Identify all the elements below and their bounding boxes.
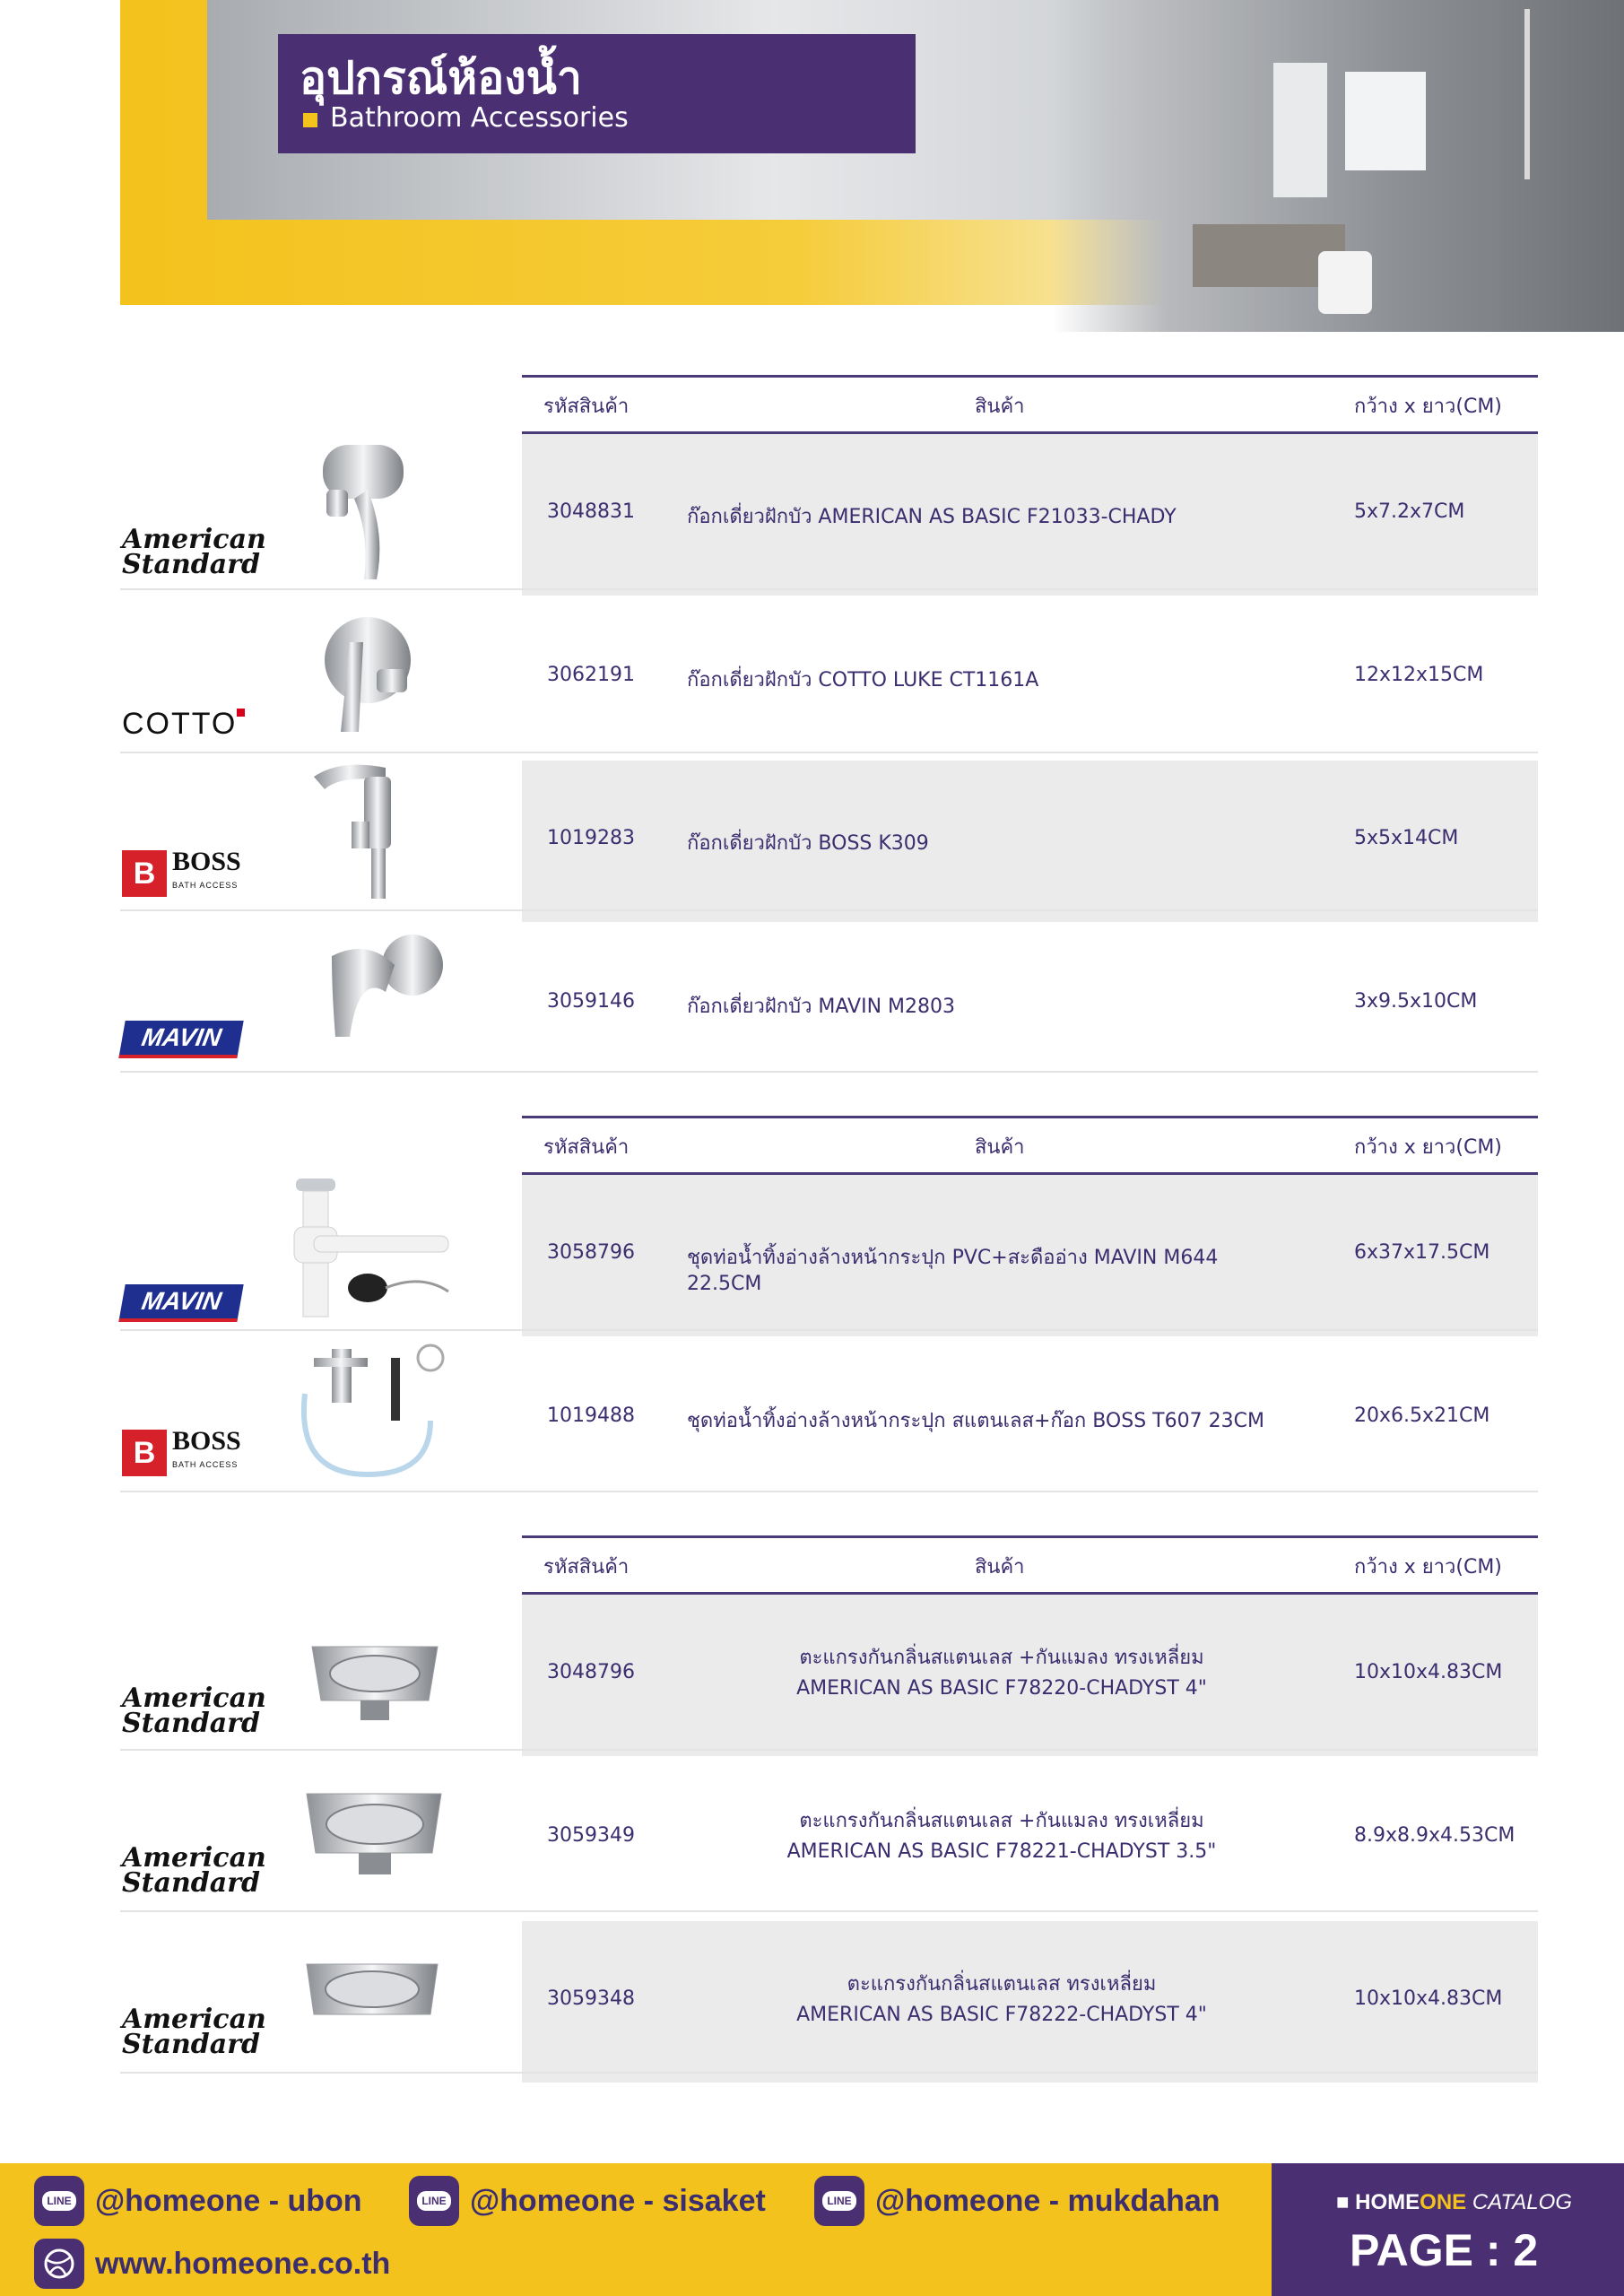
- product-code: 1019283: [547, 827, 635, 849]
- line-contact-ubon[interactable]: [34, 2176, 362, 2226]
- table-row: [522, 434, 1538, 596]
- photo-window-light: [1273, 63, 1327, 197]
- mavin-logo: [118, 1021, 243, 1058]
- cotto-dot-icon: [237, 709, 245, 717]
- product-name: ชุดท่อน้ำทิ้งอ่างล้างหน้ากระปุก PVC+สะดืออ่าง MAVIN M644 22.5CM: [687, 1247, 1219, 1295]
- brand-name: COTTO: [122, 707, 238, 741]
- boss-mark-icon: B: [122, 1430, 167, 1476]
- table-row: [522, 1921, 1538, 2083]
- shower-valve-image: [305, 436, 430, 588]
- product-name: [522, 1643, 1481, 1704]
- title-bullet-icon: [303, 113, 317, 127]
- section-title-box: [278, 34, 916, 153]
- line-icon-label: LINE: [822, 2191, 855, 2211]
- floor-drain-image: [300, 1955, 445, 2045]
- header-code: รหัสสินค้า: [543, 1136, 630, 1159]
- american-standard-logo: [122, 1842, 266, 1899]
- line-icon: [814, 2176, 864, 2226]
- header-code: รหัสสินค้า: [543, 1556, 630, 1578]
- american-standard-logo: [122, 524, 266, 580]
- cotto-logo: [122, 707, 245, 742]
- line-handle: @homeone - ubon: [95, 2183, 362, 2218]
- product-size: 5x5x14CM: [1354, 827, 1459, 849]
- table-row: [522, 1175, 1538, 1336]
- section-title-thai: อุปกรณ์ห้องน้ำ: [300, 52, 582, 104]
- header-size: กว้าง x ยาว(CM): [1354, 1136, 1502, 1159]
- product-code: 3062191: [547, 664, 635, 686]
- line-icon-label: LINE: [417, 2191, 450, 2211]
- boss-logo: [122, 1426, 241, 1476]
- brand-name: American Standard: [122, 1683, 266, 1739]
- product-name: [522, 1806, 1481, 1867]
- floor-drain-image: [303, 1638, 447, 1736]
- brand-name: American Standard: [122, 2004, 266, 2060]
- product-name: ก๊อกเดี่ยวฝักบัว MAVIN M2803: [687, 996, 956, 1018]
- shower-valve-image: [305, 759, 421, 902]
- basin-faucet-kit-image: [296, 1340, 448, 1483]
- product-name-line1: ตะแกรงกันกลิ่นสแตนเลส +กันแมลง ทรงเหลี่ยม: [799, 1647, 1204, 1669]
- row-divider: [120, 1491, 1538, 1492]
- product-name: ก๊อกเดี่ยวฝักบัว AMERICAN AS BASIC F21033-CHADY: [687, 506, 1177, 528]
- product-code: 3048796: [547, 1661, 635, 1683]
- photo-window: [1345, 72, 1426, 170]
- product-code: 1019488: [547, 1405, 635, 1427]
- header-size: กว้าง x ยาว(CM): [1354, 1556, 1502, 1578]
- row-divider: [120, 1071, 1538, 1073]
- line-handle: @homeone - sisaket: [470, 2183, 766, 2218]
- boss-wordmark: [172, 847, 241, 897]
- line-handle: @homeone - mukdahan: [875, 2183, 1220, 2218]
- line-contact-sisaket[interactable]: [409, 2176, 766, 2226]
- table-header: [522, 375, 1538, 434]
- brand-name: MAVIN: [139, 1023, 224, 1051]
- row-divider: [120, 588, 1538, 590]
- section-title-english: Bathroom Accessories: [330, 102, 629, 134]
- product-size: 5x7.2x7CM: [1354, 500, 1465, 523]
- header-product: สินค้า: [975, 1556, 1025, 1578]
- product-size: 20x6.5x21CM: [1354, 1405, 1490, 1427]
- brand-name: American Standard: [122, 1842, 266, 1899]
- product-name-line1: ตะแกรงกันกลิ่นสแตนเลส ทรงเหลี่ยม: [847, 1973, 1157, 1996]
- header-product: สินค้า: [975, 1136, 1025, 1159]
- website-link[interactable]: [34, 2239, 390, 2289]
- product-code: 3059349: [547, 1824, 635, 1847]
- row-divider: [120, 909, 1538, 911]
- line-icon-label: LINE: [42, 2191, 75, 2211]
- line-contact-mukdahan[interactable]: [814, 2176, 1220, 2226]
- row-divider: [120, 1329, 1538, 1331]
- product-name-line1: ตะแกรงกันกลิ่นสแตนเลส +กันแมลง ทรงเหลี่ยม: [799, 1810, 1204, 1832]
- product-size: 8.9x8.9x4.53CM: [1354, 1824, 1515, 1847]
- boss-mark-icon: B: [122, 850, 167, 897]
- product-code: 3048831: [547, 500, 635, 523]
- product-name: [522, 1970, 1481, 2031]
- row-divider: [120, 1910, 1538, 1912]
- product-name: ก๊อกเดี่ยวฝักบัว COTTO LUKE CT1161A: [687, 669, 1039, 691]
- brand-name: BOSS: [172, 1426, 241, 1456]
- floor-drain-image: [300, 1785, 450, 1892]
- boss-tagline: BATH ACCESS: [172, 881, 239, 890]
- product-size: 10x10x4.83CM: [1354, 1987, 1503, 2010]
- product-name-line2: AMERICAN AS BASIC F78221-CHADYST 3.5": [786, 1840, 1217, 1863]
- boss-logo: [122, 847, 241, 897]
- catalog-label: ■ HOMEONE CATALOG: [1336, 2190, 1572, 2214]
- product-name: ชุดท่อน้ำทิ้งอ่างล้างหน้ากระปุก สแตนเลส+ก๊อก BOSS T607 23CM: [687, 1410, 1264, 1432]
- line-icon: [34, 2176, 84, 2226]
- product-size: 3x9.5x10CM: [1354, 990, 1478, 1013]
- header-size: กว้าง x ยาว(CM): [1354, 396, 1502, 418]
- row-divider: [120, 1749, 1538, 1751]
- row-divider: [120, 2072, 1538, 2074]
- catalog-page-box: [1272, 2163, 1624, 2296]
- photo-shower-pole: [1524, 9, 1530, 179]
- table-header: [522, 1535, 1538, 1595]
- mavin-logo: [118, 1284, 243, 1322]
- globe-icon: [34, 2239, 84, 2289]
- table-header: [522, 1116, 1538, 1175]
- table-row: [522, 1338, 1538, 1500]
- drain-pipe-kit-image: [287, 1175, 466, 1327]
- brand-home: HOME: [1355, 2190, 1420, 2214]
- product-name-line2: AMERICAN AS BASIC F78220-CHADYST 4": [796, 1677, 1207, 1700]
- product-name: ก๊อกเดี่ยวฝักบัว BOSS K309: [687, 832, 929, 855]
- product-name-line2: AMERICAN AS BASIC F78222-CHADYST 4": [796, 2004, 1207, 2026]
- product-size: 10x10x4.83CM: [1354, 1661, 1503, 1683]
- line-icon: [409, 2176, 459, 2226]
- brand-one: ONE: [1420, 2190, 1467, 2214]
- product-code: 3059146: [547, 990, 635, 1013]
- product-size: 6x37x17.5CM: [1354, 1241, 1490, 1264]
- footer: [0, 2163, 1624, 2296]
- boss-wordmark: [172, 1426, 241, 1476]
- header-code: รหัสสินค้า: [543, 396, 630, 418]
- row-divider: [120, 752, 1538, 753]
- brand-name: BOSS: [172, 847, 241, 876]
- table-row: [522, 1758, 1538, 1919]
- table-row: [522, 1595, 1538, 1756]
- table-row: [522, 761, 1538, 922]
- product-code: 3059348: [547, 1987, 635, 2010]
- header-product: สินค้า: [975, 396, 1025, 418]
- product-size: 12x12x15CM: [1354, 664, 1484, 686]
- catalog-word: CATALOG: [1472, 2190, 1572, 2214]
- brand-name: MAVIN: [139, 1287, 224, 1315]
- product-code: 3058796: [547, 1241, 635, 1264]
- table-row: [522, 597, 1538, 759]
- shower-valve-image: [314, 929, 448, 1064]
- american-standard-logo: [122, 1683, 266, 1739]
- boss-tagline: BATH ACCESS: [172, 1460, 239, 1469]
- brand-name: American Standard: [122, 524, 266, 580]
- shower-valve-image: [314, 606, 421, 741]
- photo-toilet: [1318, 251, 1372, 314]
- website-url: www.homeone.co.th: [95, 2246, 391, 2281]
- american-standard-logo: [122, 2004, 266, 2060]
- table-row: [522, 924, 1538, 1085]
- page-number: PAGE : 2: [1350, 2225, 1539, 2275]
